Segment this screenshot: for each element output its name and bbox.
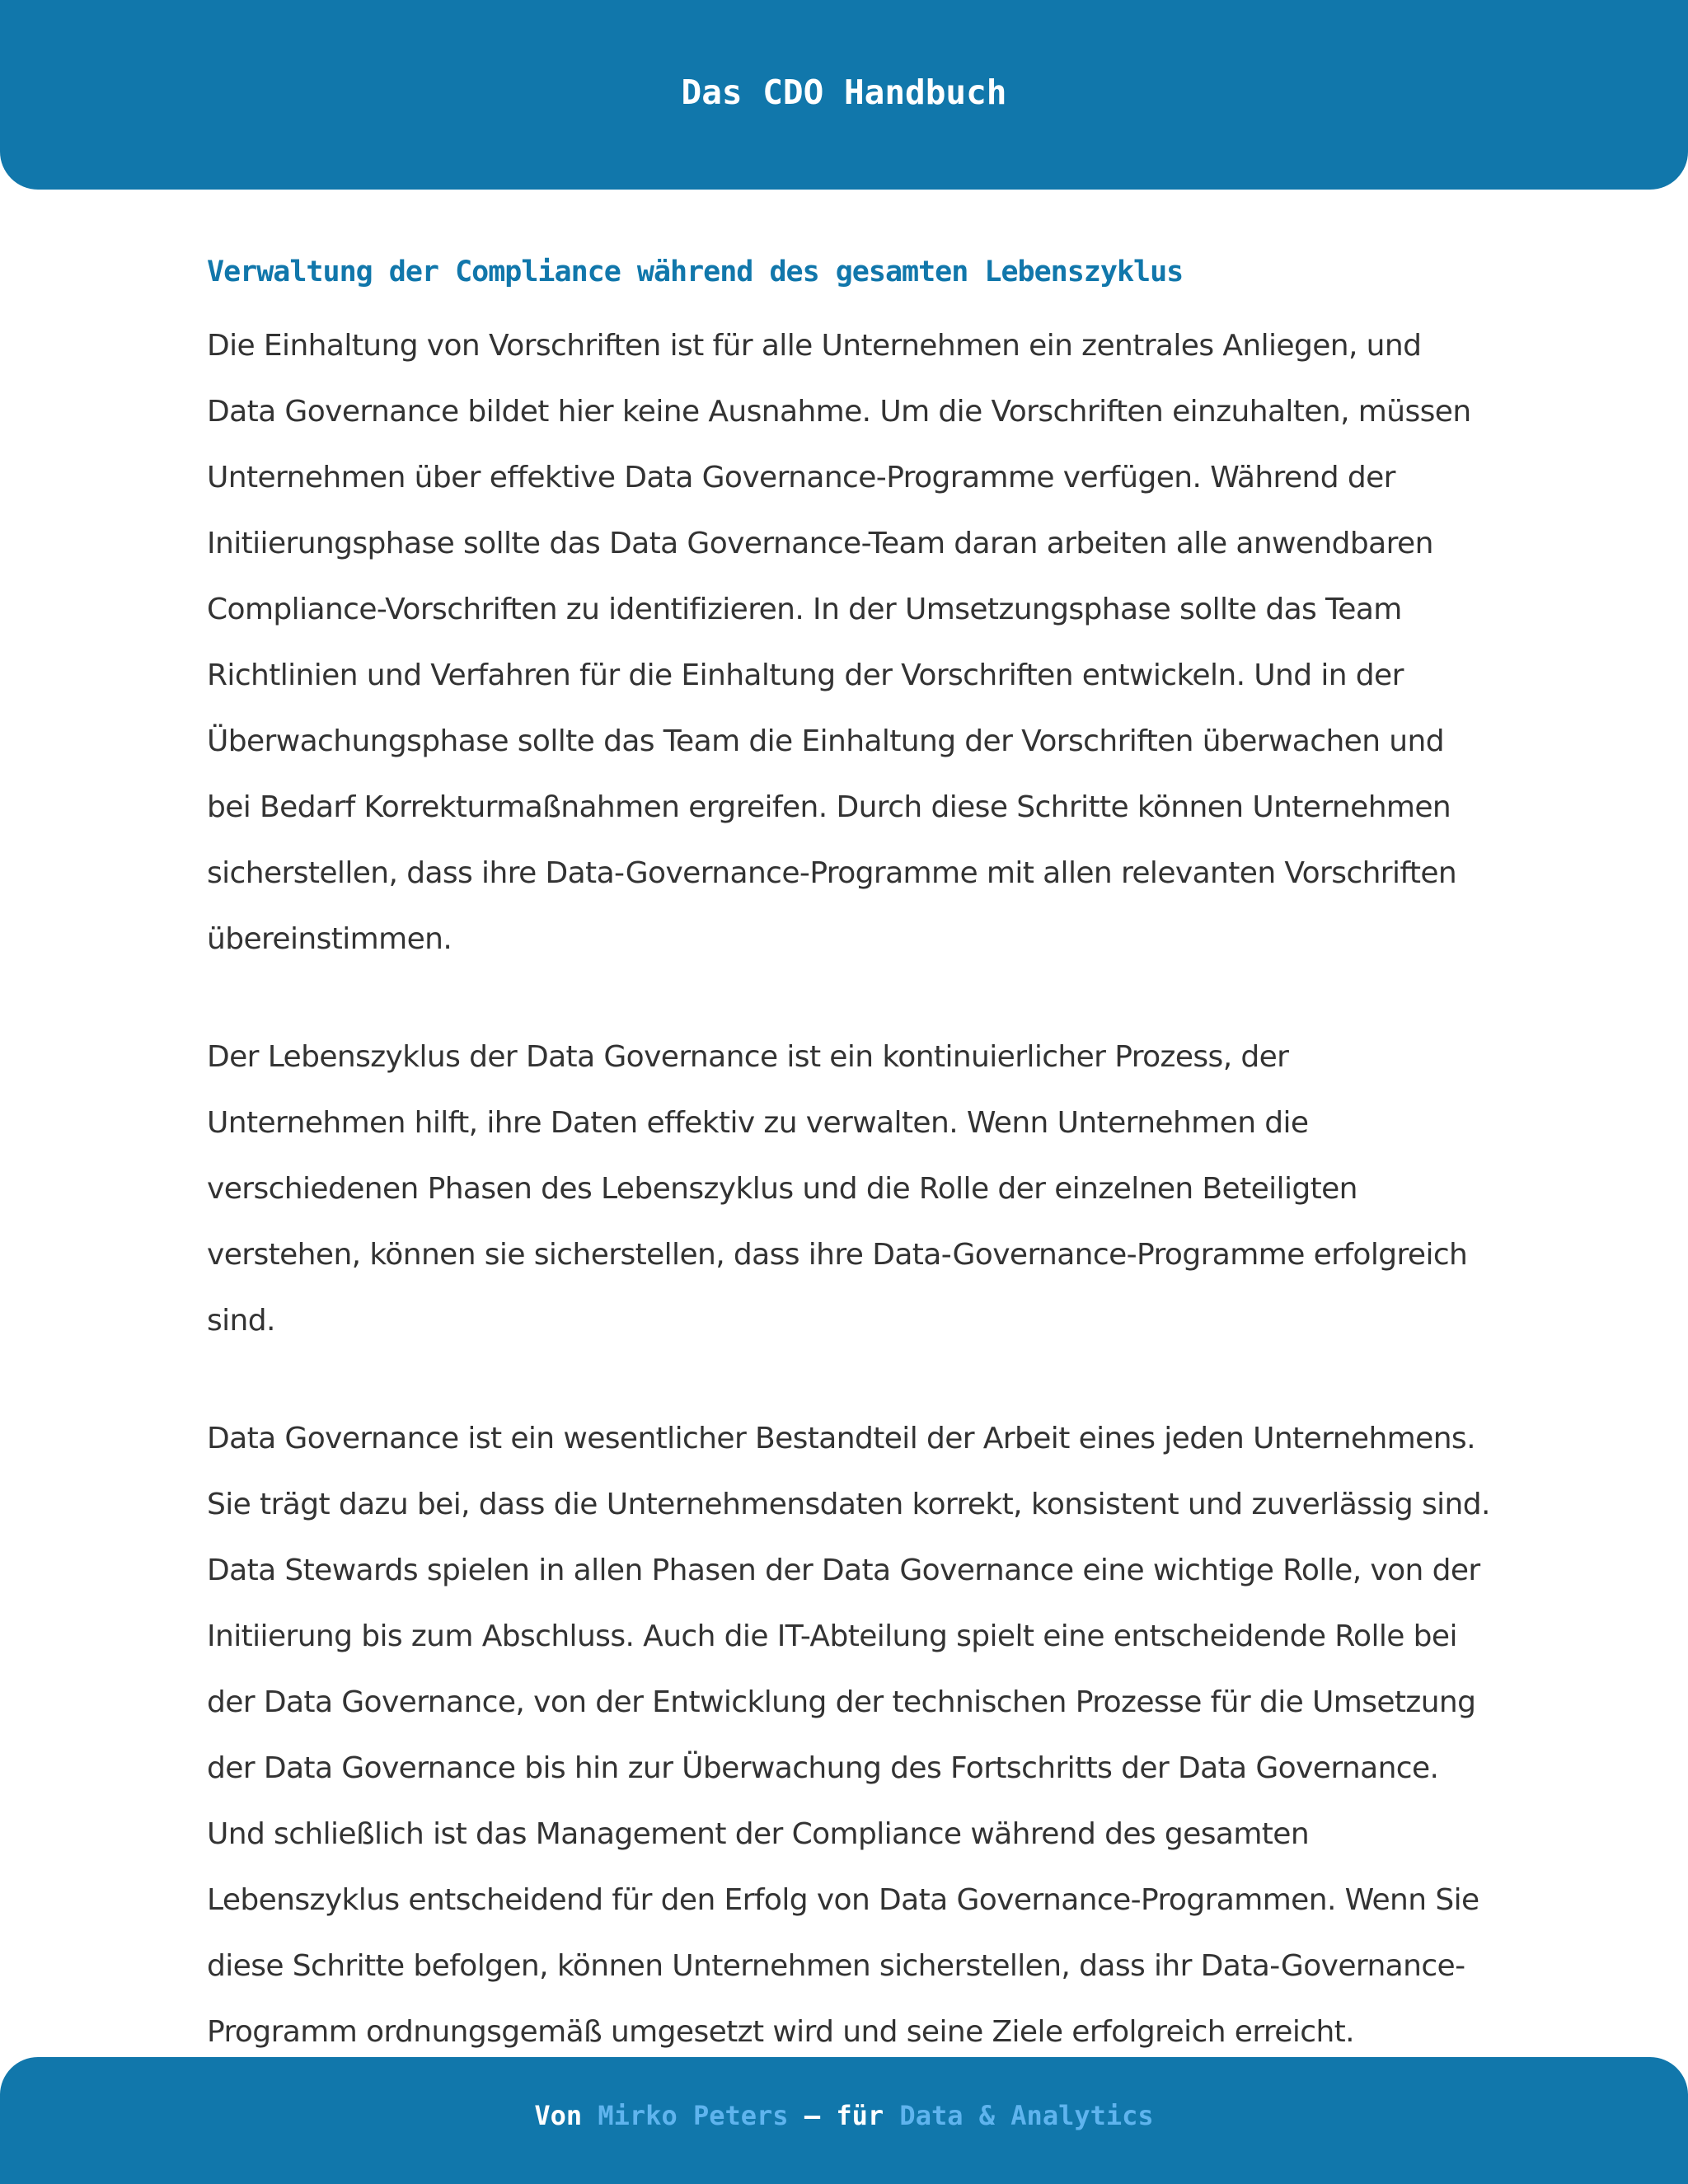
footer-separator: – für (804, 2100, 884, 2131)
section-heading: Verwaltung der Compliance während des gesamten Lebenszyklus (207, 255, 1184, 288)
page-header (0, 0, 1688, 190)
main-content (207, 249, 1493, 2065)
author-name: Mirko Peters (598, 2100, 789, 2131)
paragraph-lifecycle: Der Lebenszyklus der Data Governance ist ein kontinuierlicher Prozess, der Unternehmen hilft, ihre Daten effektiv zu verwalten. Wenn Unternehmen die verschiedenen Phasen des Lebenszyklus und die Rolle der einzelnen Beteiligten verstehen, können sie sicherstellen, dass ihre Data-Governance-Programme erfolgreich sind. (207, 1040, 1468, 1338)
page-footer (0, 2057, 1688, 2184)
paragraph-summary: Data Governance ist ein wesentlicher Bestandteil der Arbeit eines jeden Unternehmens. Sie trägt dazu bei, dass die Unternehmensdaten korrekt, konsistent und zuverlässig sind. Data Stewards spielen in allen Phasen der Data Governance eine wichtige Rolle, von der Initiierung bis zum Abschluss. Auch die IT-Abteilung spielt eine entscheidende Rolle bei der Data Governance, von der Entwicklung der technischen Prozesse für die Umsetzung der Data Governance bis hin zur Überwachung des Fortschritts der Data Governance. Und schließlich ist das Management der Compliance während des gesamten Lebenszyklus entscheidend für den Erfolg von Data Governance-Programmen. Wenn Sie diese Schritte befolgen, können Unternehmen sicherstellen, dass ihr Data-Governance-Programm ordnungsgemäß umgesetzt wird und seine Ziele erfolgreich erreicht. (207, 1422, 1490, 2049)
book-title: Das CDO Handbuch (681, 73, 1007, 112)
footer-credit (0, 2100, 1688, 2131)
paragraph-compliance: Die Einhaltung von Vorschriften ist für alle Unternehmen ein zentrales Anliegen, und Data Governance bildet hier keine Ausnahme. Um die Vorschriften einzuhalten, müssen Unternehmen über effektive Data Governance-Programme verfügen. Während der Initiierungsphase sollte das Data Governance-Team daran arbeiten alle anwendbaren Compliance-Vorschriften zu identifizieren. In der Umsetzungsphase sollte das Team Richtlinien und Verfahren für die Einhaltung der Vorschriften entwickeln. Und in der Überwachungsphase sollte das Team die Einhaltung der Vorschriften überwachen und bei Bedarf Korrekturmaßnahmen ergreifen. Durch diese Schritte können Unternehmen sicherstellen, dass ihre Data-Governance-Programme mit allen relevanten Vorschriften übereinstimmen. (207, 329, 1471, 956)
footer-prefix: Von (534, 2100, 583, 2131)
publication-name: Data & Analytics (899, 2100, 1154, 2131)
